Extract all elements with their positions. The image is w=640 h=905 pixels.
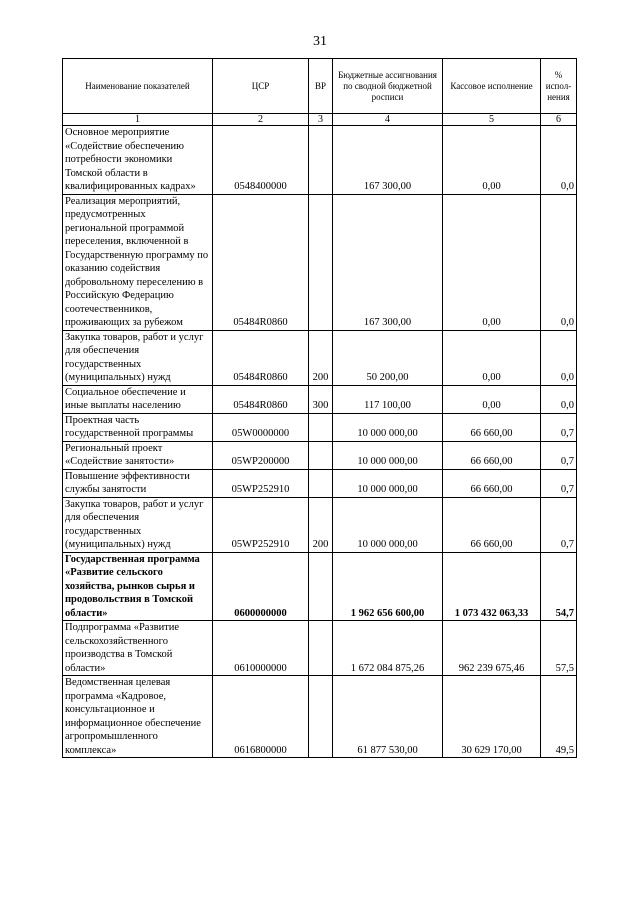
row-percent: 0,7 (541, 413, 577, 441)
row-vr (309, 552, 333, 621)
header-budget: Бюджетные ассигнования по сводной бюджетной росписи (333, 59, 443, 114)
row-budget: 10 000 000,00 (333, 441, 443, 469)
row-name: Подпрограмма «Развитие сельскохозяйственного производства в Томской области» (63, 621, 213, 676)
row-csr: 05484R0860 (213, 194, 309, 330)
row-csr: 05484R0860 (213, 385, 309, 413)
row-percent: 0,0 (541, 385, 577, 413)
table-row (63, 441, 577, 469)
row-vr (309, 413, 333, 441)
header-percent: % испол-нения (541, 59, 577, 114)
row-name: Реализация мероприятий, предусмотренных региональной программой переселения, включенной в Государственную программу по оказанию содействия добровольному переселению в Российскую Федерацию соотечественников, проживающих за рубежом (63, 194, 213, 330)
column-number: 3 (309, 114, 333, 126)
row-percent: 0,0 (541, 126, 577, 195)
row-cash: 962 239 675,46 (443, 621, 541, 676)
header-csr: ЦСР (213, 59, 309, 114)
row-percent: 0,7 (541, 441, 577, 469)
row-csr: 0600000000 (213, 552, 309, 621)
row-percent: 57,5 (541, 621, 577, 676)
row-budget: 167 300,00 (333, 126, 443, 195)
row-percent: 0,7 (541, 469, 577, 497)
table-header-row (63, 59, 577, 114)
row-name: Государственная программа «Развитие сельского хозяйства, рынков сырья и продовольствия в Томской области» (63, 552, 213, 621)
row-cash: 0,00 (443, 385, 541, 413)
table-row (63, 330, 577, 385)
row-name: Социальное обеспечение и иные выплаты населению (63, 385, 213, 413)
row-vr: 200 (309, 330, 333, 385)
row-vr (309, 441, 333, 469)
row-csr: 05WP252910 (213, 469, 309, 497)
header-cash: Кассовое исполнение (443, 59, 541, 114)
row-budget: 117 100,00 (333, 385, 443, 413)
row-cash: 66 660,00 (443, 413, 541, 441)
table-row (63, 469, 577, 497)
row-vr: 200 (309, 497, 333, 552)
row-cash: 0,00 (443, 194, 541, 330)
column-number: 6 (541, 114, 577, 126)
row-vr (309, 194, 333, 330)
table-row (63, 413, 577, 441)
row-cash: 1 073 432 063,33 (443, 552, 541, 621)
row-percent: 0,0 (541, 194, 577, 330)
table-row (63, 194, 577, 330)
header-name: Наименование показателей (63, 59, 213, 114)
budget-execution-table (62, 58, 577, 758)
table-row (63, 676, 577, 758)
row-cash: 66 660,00 (443, 441, 541, 469)
row-budget: 10 000 000,00 (333, 469, 443, 497)
column-number-row (63, 114, 577, 126)
row-name: Проектная часть государственной программы (63, 413, 213, 441)
row-csr: 0610000000 (213, 621, 309, 676)
column-number: 2 (213, 114, 309, 126)
row-budget: 10 000 000,00 (333, 497, 443, 552)
row-percent: 0,0 (541, 330, 577, 385)
row-budget: 167 300,00 (333, 194, 443, 330)
header-vr: ВР (309, 59, 333, 114)
row-budget: 61 877 530,00 (333, 676, 443, 758)
table-row (63, 126, 577, 195)
row-cash: 66 660,00 (443, 497, 541, 552)
column-number: 5 (443, 114, 541, 126)
row-budget: 50 200,00 (333, 330, 443, 385)
row-vr (309, 126, 333, 195)
row-name: Закупка товаров, работ и услуг для обеспечения государственных (муниципальных) нужд (63, 497, 213, 552)
row-cash: 0,00 (443, 126, 541, 195)
row-budget: 10 000 000,00 (333, 413, 443, 441)
row-name: Ведомственная целевая программа «Кадровое, консультационное и информационное обеспечение агропромышленного комплекса» (63, 676, 213, 758)
column-number: 1 (63, 114, 213, 126)
row-cash: 30 629 170,00 (443, 676, 541, 758)
row-csr: 05W0000000 (213, 413, 309, 441)
row-csr: 05WP252910 (213, 497, 309, 552)
page-number: 31 (313, 34, 327, 49)
row-vr: 300 (309, 385, 333, 413)
row-vr (309, 621, 333, 676)
row-budget: 1 962 656 600,00 (333, 552, 443, 621)
row-name: Основное мероприятие «Содействие обеспечению потребности экономики Томской области в квалифицированных кадрах» (63, 126, 213, 195)
table-row-program-total (63, 552, 577, 621)
row-csr: 0548400000 (213, 126, 309, 195)
row-percent: 54,7 (541, 552, 577, 621)
table-row (63, 497, 577, 552)
column-number: 4 (333, 114, 443, 126)
row-name: Региональный проект «Содействие занятости» (63, 441, 213, 469)
row-csr: 0616800000 (213, 676, 309, 758)
row-cash: 0,00 (443, 330, 541, 385)
row-name: Повышение эффективности службы занятости (63, 469, 213, 497)
table-row (63, 621, 577, 676)
row-percent: 0,7 (541, 497, 577, 552)
row-name: Закупка товаров, работ и услуг для обеспечения государственных (муниципальных) нужд (63, 330, 213, 385)
row-percent: 49,5 (541, 676, 577, 758)
row-csr: 05WP200000 (213, 441, 309, 469)
row-vr (309, 469, 333, 497)
row-vr (309, 676, 333, 758)
row-csr: 05484R0860 (213, 330, 309, 385)
table-row (63, 385, 577, 413)
row-cash: 66 660,00 (443, 469, 541, 497)
row-budget: 1 672 084 875,26 (333, 621, 443, 676)
